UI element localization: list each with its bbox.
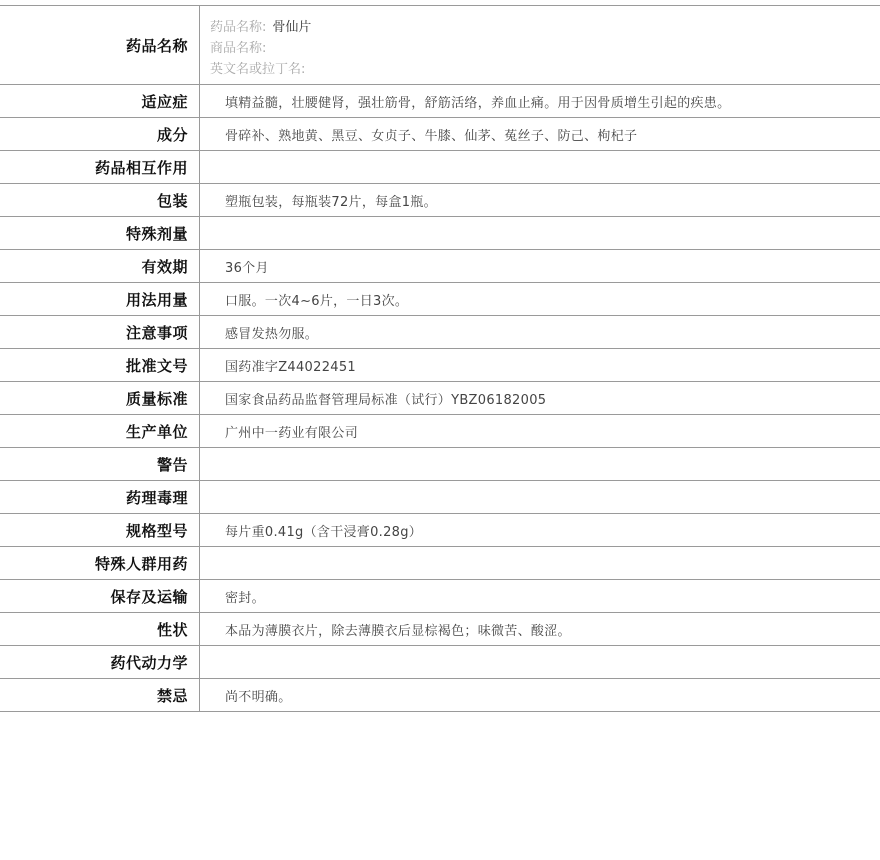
table-row — [0, 547, 880, 580]
drug-names-cell — [200, 6, 880, 84]
table-row — [0, 250, 880, 283]
row-value: 感冒发热勿服。 — [225, 326, 319, 342]
row-label: 包装 — [0, 184, 200, 216]
row-label: 特殊人群用药 — [0, 547, 200, 579]
row-value: 尚不明确。 — [225, 689, 292, 705]
table-row — [0, 283, 880, 316]
row-label: 保存及运输 — [0, 580, 200, 612]
table-row — [0, 118, 880, 151]
row-value — [200, 481, 880, 513]
row-label: 警告 — [0, 448, 200, 480]
table-row — [0, 448, 880, 481]
row-value: 每片重0.41g（含干浸膏0.28g） — [225, 524, 423, 540]
row-value: 本品为薄膜衣片，除去薄膜衣后显棕褐色；味微苦、酸涩。 — [225, 623, 571, 639]
row-label: 适应症 — [0, 85, 200, 117]
drug-spec-table — [0, 5, 880, 712]
row-value: 密封。 — [225, 590, 265, 606]
row-value: 36个月 — [225, 260, 269, 276]
table-row — [0, 151, 880, 184]
row-value: 国家食品药品监督管理局标准（试行）YBZ06182005 — [225, 392, 547, 408]
row-label: 药品名称 — [0, 6, 200, 84]
row-label: 禁忌 — [0, 679, 200, 711]
row-value: 广州中一药业有限公司 — [225, 425, 359, 441]
trade-name-line — [210, 38, 880, 59]
row-label: 注意事项 — [0, 316, 200, 348]
row-label: 药品相互作用 — [0, 151, 200, 183]
row-label: 药代动力学 — [0, 646, 200, 678]
table-row — [0, 679, 880, 712]
row-value — [200, 217, 880, 249]
table-row — [0, 85, 880, 118]
table-row — [0, 349, 880, 382]
table-row — [0, 184, 880, 217]
row-label: 成分 — [0, 118, 200, 150]
row-value — [200, 448, 880, 480]
row-value — [200, 151, 880, 183]
table-row — [0, 580, 880, 613]
row-value: 口服。一次4~6片，一日3次。 — [225, 293, 409, 309]
row-label: 有效期 — [0, 250, 200, 282]
row-value — [200, 646, 880, 678]
generic-name-line — [210, 17, 880, 38]
english-name-line — [210, 59, 880, 80]
generic-name-value: 骨仙片 — [272, 20, 312, 35]
table-row — [0, 316, 880, 349]
row-label: 规格型号 — [0, 514, 200, 546]
english-name-key: 英文名或拉丁名: — [210, 62, 306, 77]
generic-name-key: 药品名称: — [210, 20, 267, 35]
row-label: 性状 — [0, 613, 200, 645]
table-row-drug-names — [0, 6, 880, 85]
table-row — [0, 481, 880, 514]
row-value: 骨碎补、熟地黄、黑豆、女贞子、牛膝、仙茅、菟丝子、防己、枸杞子 — [225, 128, 638, 144]
row-label: 特殊剂量 — [0, 217, 200, 249]
row-value: 填精益髓，壮腰健肾，强壮筋骨，舒筋活络，养血止痛。用于因骨质增生引起的疾患。 — [225, 95, 731, 111]
trade-name-key: 商品名称: — [210, 41, 267, 56]
table-row — [0, 217, 880, 250]
row-label: 生产单位 — [0, 415, 200, 447]
row-label: 质量标准 — [0, 382, 200, 414]
table-row — [0, 382, 880, 415]
row-label: 药理毒理 — [0, 481, 200, 513]
row-value: 塑瓶包装，每瓶装72片，每盒1瓶。 — [225, 194, 437, 210]
row-label: 批准文号 — [0, 349, 200, 381]
table-row — [0, 646, 880, 679]
row-label: 用法用量 — [0, 283, 200, 315]
table-row — [0, 514, 880, 547]
row-value — [200, 547, 880, 579]
table-row — [0, 613, 880, 646]
row-value: 国药准字Z44022451 — [225, 359, 356, 375]
table-row — [0, 415, 880, 448]
